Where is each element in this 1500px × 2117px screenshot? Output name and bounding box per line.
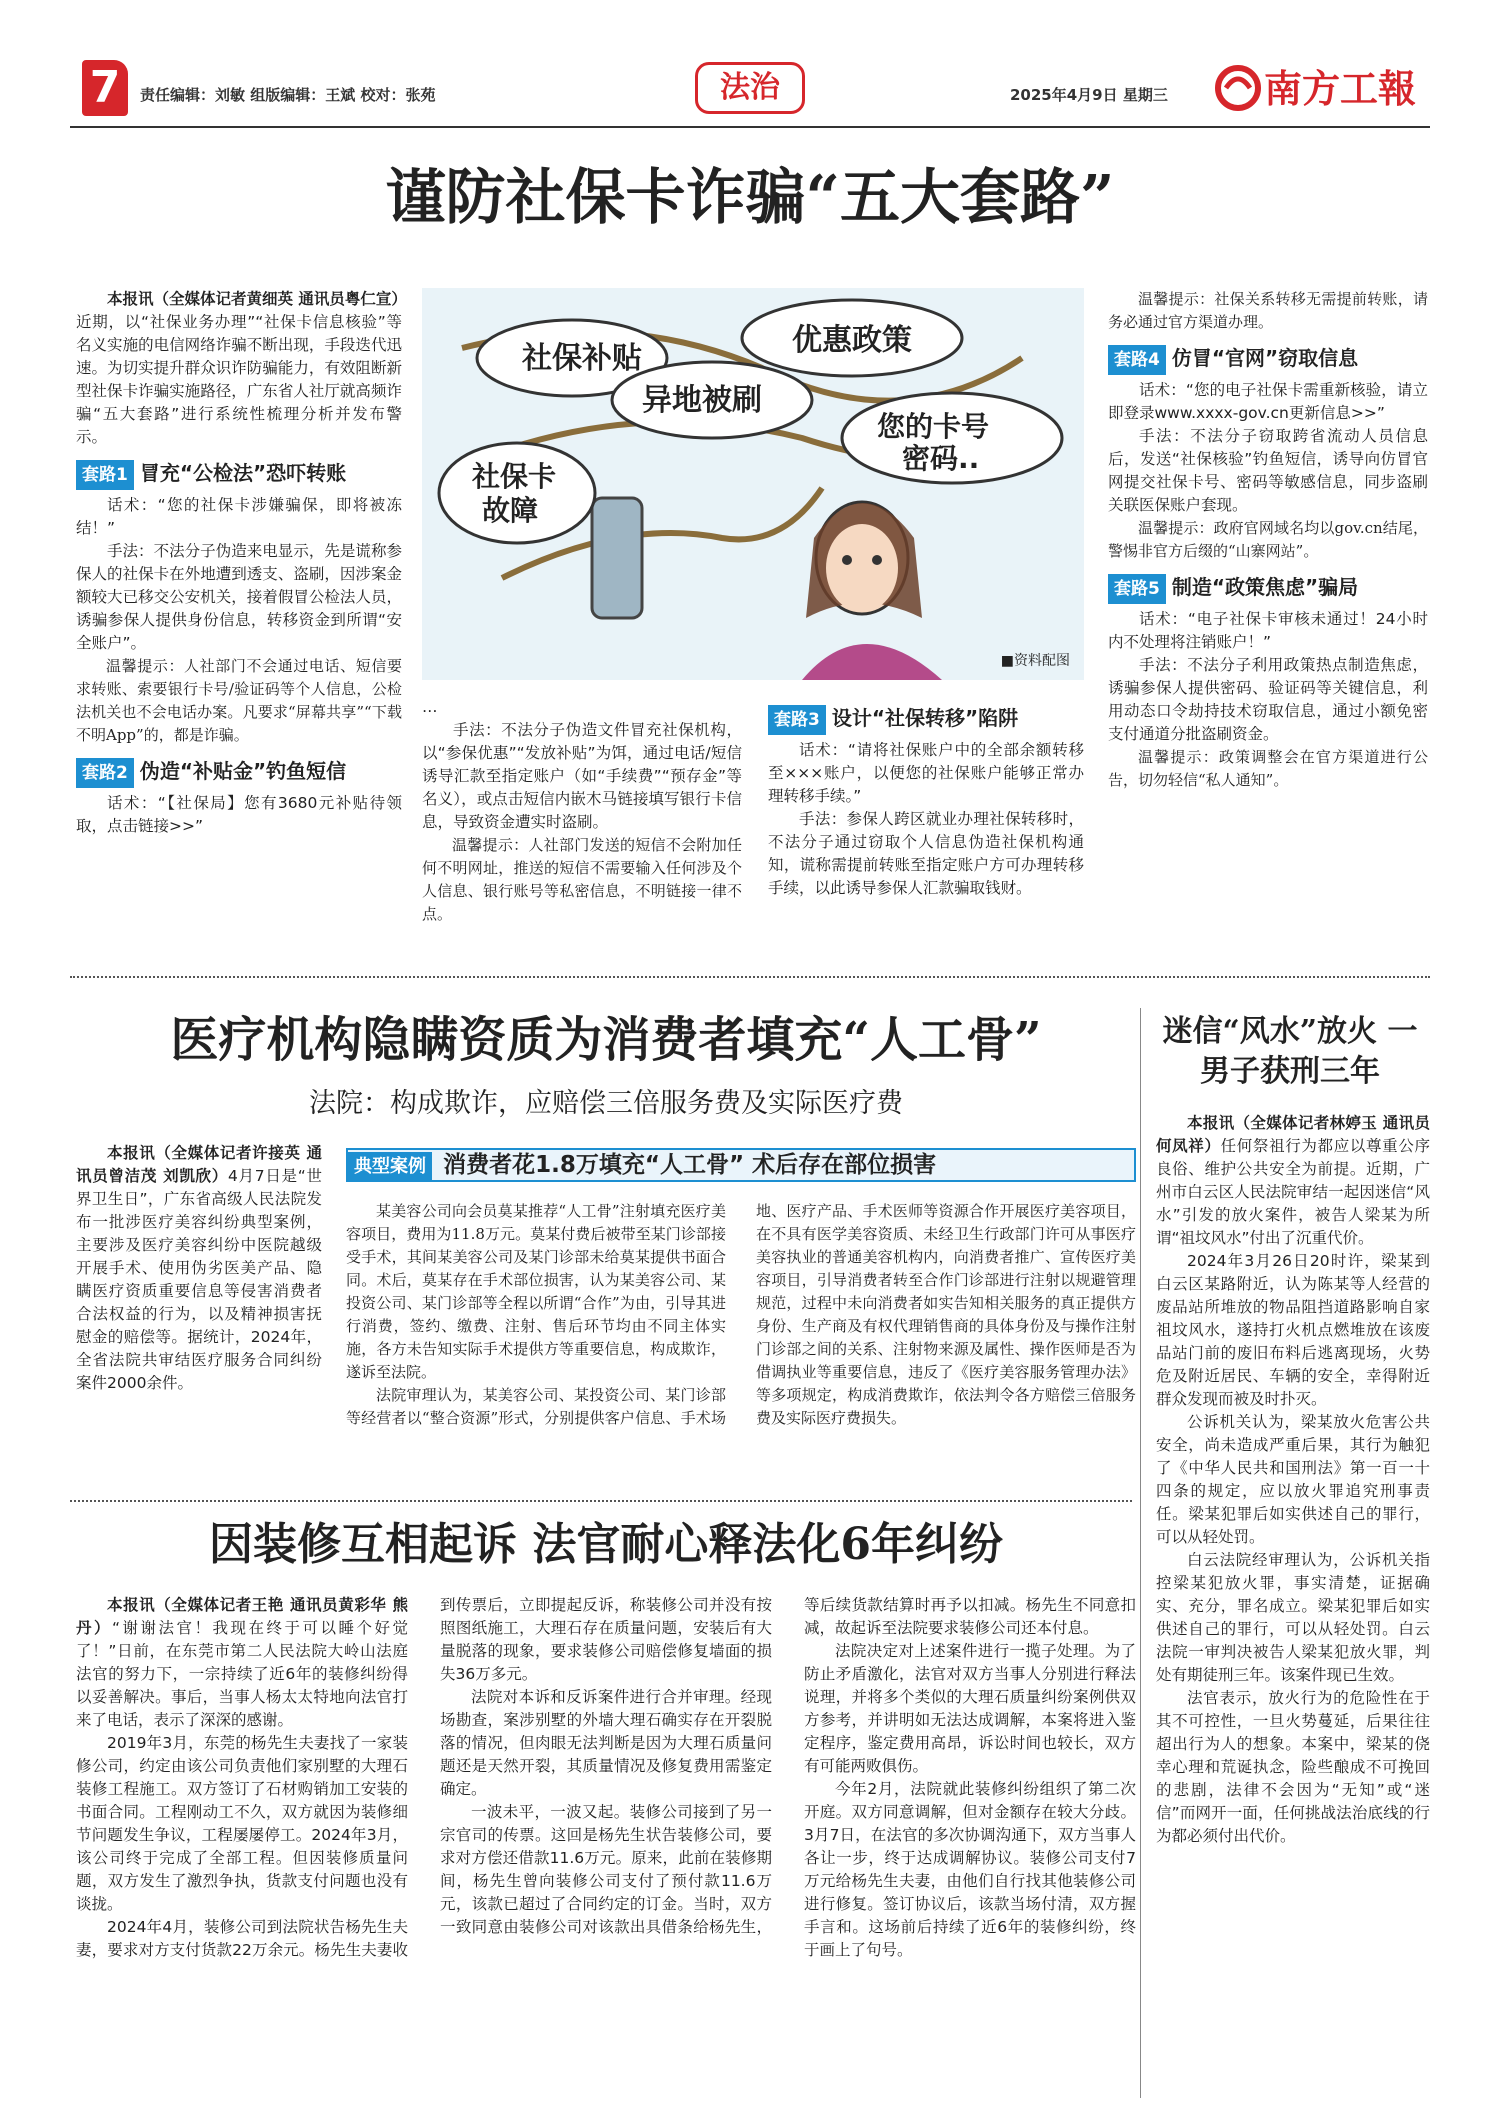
article-3-body bbox=[1156, 1112, 1430, 1848]
a4-p6: 法院决定对上述案件进行一揽子处理。为了防止矛盾激化，法官对双方当事人分别进行释法说理，并将多个类似的大理石质量纠纷案例供双方参考，并讲明如无法达成调解，本案将进入鉴定程序，鉴定费用高昂，诉讼时间也较长，双方有可能两败俱伤。 bbox=[804, 1642, 1136, 1775]
article-2-lead bbox=[76, 1142, 322, 1395]
a4-p1: “谢谢法官！我现在终于可以睡个好觉了！”日前，在东莞市第二人民法院大岭山法庭法官的努力下，一宗持续了近6年的装修纠纷得以妥善解决。事后，当事人杨太太特地向法官打来了电话，表示了深深的感谢。 bbox=[76, 1619, 408, 1729]
bubble-1: 社保补贴 bbox=[522, 341, 642, 376]
case-paragraph-2: 法院审理认为，某美容公司、某投资公司、某门诊部等经营者以“整合资源”形式，分别提供客户信息、手术场地、医疗产品、手术医师等资源合作开展医疗美容项目，在不具有医学美容资质、未经卫生行政部门许可从事医疗美容执业的普通美容机构内，向消费者推广、宣传医疗美容项目，引导消费者转至合作门诊部进行注射以规避管理规范，过程中未向消费者如实告知相关服务的真正提供方身份、生产商及有权代理销售商的具体身份及与操作注射门诊部之间的关系、注射物来源及属性、操作医师是否为借调执业等重要信息，违反了《医疗美容服务管理办法》等多项规定，构成消费欺诈，依法判令各方赔偿三倍服务费及实际医疗费损失。 bbox=[346, 1202, 1136, 1427]
illustration bbox=[422, 288, 1084, 680]
tactic-3-tip: 温馨提示：社保关系转移无需提前转账，请务必通过官方渠道办理。 bbox=[1108, 290, 1428, 331]
article-1-col-2 bbox=[422, 696, 742, 926]
masthead-emblem-icon bbox=[1212, 56, 1424, 116]
editor-credits: 责任编辑：刘敏 组版编辑：王斌 校对：张苑 bbox=[140, 86, 436, 104]
a4-p3: 2024年4月，装修公司到法院状告杨先生夫妻，要求对方支付货款22万余元。杨先生夫妻收到传票后，立即提起反诉，称装修公司并没有按照图纸施工，大理石存在质量问题，安装后有大量脱落的现象，要求装修公司赔偿修复墙面的损失36万多元。 bbox=[76, 1596, 772, 1959]
tactic-4-tip: 温馨提示：政府官网域名均以gov.cn结尾，警惕非官方后缀的“山寨网站”。 bbox=[1108, 519, 1428, 560]
image-credit: ■资料配图 bbox=[1000, 653, 1070, 669]
tactic-3-title: 设计“社保转移”陷阱 bbox=[831, 706, 1019, 730]
a2-lead-text: 4月7日是“世界卫生日”，广东省高级人民法院发布一批涉医疗美容纠纷典型案例，主要涉及医疗美容纠纷中医院越级开展手术、使用伪劣医美产品、隐瞒医疗资质重要信息等侵害消费者合法权益的行为，以及精神损害抚慰金的赔偿等。据统计，2024年，全省法院共审结医疗服务合同纠纷案件2000余件。 bbox=[76, 1167, 322, 1392]
a3-p2: 2024年3月26日20时许，梁某到白云区某路附近，认为陈某等人经营的废品站所堆放的物品阻挡道路影响自家祖坟风水，遂持打火机点燃堆放在该废品站门前的废旧布料后逃离现场，火势危及附近居民、车辆的安全，幸得附近群众发现而被及时扑灭。 bbox=[1156, 1252, 1430, 1408]
tactic-1-tag: 套路1 bbox=[76, 460, 134, 490]
tactic-4-method: 手法：不法分子窃取跨省流动人员信息后，发送“社保核验”钓鱼短信，诱导向仿冒官网提交社保卡号、密码等敏感信息，同步盗刷关联医保账户套现。 bbox=[1108, 427, 1428, 514]
tactic-3-heading bbox=[768, 704, 1084, 735]
tactic-2-tip: 温馨提示：人社部门发送的短信不会附加任何不明网址，推送的短信不需要输入任何涉及个人信息、银行账号等私密信息，不明链接一律不点。 bbox=[422, 836, 742, 923]
a4-p2: 2019年3月，东莞的杨先生夫妻找了一家装修公司，约定由该公司负责他们家别墅的大理石装修工程施工。双方签订了石材购销加工安装的书面合同。工程刚动工不久，双方就因为装修细节问题发生争议，工程屡屡停工。2024年3月，该公司终于完成了全部工程。但因装修质量问题，双方发生了激烈争执，货款支付问题也没有谈拢。 bbox=[76, 1734, 408, 1913]
tactic-1-heading bbox=[76, 459, 402, 490]
tactic-1-tip: 温馨提示：人社部门不会通过电话、短信要求转账、索要银行卡号/验证码等个人信息，公检法机关也不会电话办案。凡要求“屏幕共享”“下载不明App”的，都是诈骗。 bbox=[76, 657, 402, 744]
a3-p4: 白云法院经审理认为，公诉机关指控梁某犯放火罪，事实清楚，证据确实、充分，罪名成立。梁某犯罪后如实供述自己的罪行，可以从轻处罚。白云法院一审判决被告人梁某犯放火罪，判处有期徒刑三年。该案件现已生效。 bbox=[1156, 1551, 1430, 1684]
tactic-1-speech: 话术：“您的社保卡涉嫌骗保，即将被冻结！” bbox=[76, 496, 402, 537]
svg-text:南方工報: 南方工報 bbox=[1264, 66, 1417, 111]
bubble-2: 优惠政策 bbox=[792, 323, 912, 358]
a4-p5: 一波未平，一波又起。装修公司接到了另一宗官司的传票。这回是杨先生状告装修公司，要求对方偿还借款11.6万元。原来，此前在装修期间，杨先生曾向装修公司支付了预付款11.6万元，该款已超过了合同约定的订金。当时，双方一致同意由装修公司对该款出具借条给杨先生，等后续货款结算时再予以扣减。杨先生不同意扣减，故起诉至法院要求装修公司还本付息。 bbox=[440, 1596, 1136, 1936]
case-tag: 典型案例 bbox=[348, 1152, 432, 1182]
tactic-4-speech: 话术：“您的电子社保卡需重新核验，请立即登录www.xxxx-gov.cn更新信息>>” bbox=[1108, 381, 1428, 422]
article-4-title: 因装修互相起诉 法官耐心释法化6年纠纷 bbox=[209, 1519, 1003, 1570]
article-1-col-3 bbox=[768, 696, 1084, 900]
tactic-5-tag: 套路5 bbox=[1108, 574, 1166, 604]
article-2-subtitle: 法院：构成欺诈，应赔偿三倍服务费及实际医疗费 bbox=[309, 1088, 903, 1119]
tactic-2-title: 伪造“补贴金”钓鱼短信 bbox=[139, 759, 347, 783]
tactic-5-tip: 温馨提示：政策调整会在官方渠道进行公告，切勿轻信“私人通知”。 bbox=[1108, 748, 1428, 789]
article-1-col-4 bbox=[1108, 288, 1428, 792]
tactic-3-speech: 话术：“请将社保账户中的全部余额转移至×××账户，以便您的社保账户能够正常办理转移手续。” bbox=[768, 741, 1084, 805]
tactic-1-title: 冒充“公检法”恐吓转账 bbox=[139, 461, 347, 485]
tactic-4-heading bbox=[1108, 344, 1428, 375]
tactic-5-speech: 话术：“电子社保卡审核未通过！24小时内不处理将注销账户！” bbox=[1108, 610, 1428, 651]
tactic-2-method: 手法：不法分子伪造文件冒充社保机构，以“参保优惠”“发放补贴”为饵，通过电话/短信诱导汇款至指定账户（如“手续费”“预存金”等名义），或点击短信内嵌木马链接填写银行卡信息，导致资金遭实时盗刷。 bbox=[422, 721, 742, 831]
case-body bbox=[346, 1200, 1136, 1482]
tactic-3-tag: 套路3 bbox=[768, 705, 826, 735]
article-1-title: 谨防社保卡诈骗“五大套路” bbox=[385, 163, 1115, 233]
tactic-2-speech: 话术：“【社保局】您有3680元补贴待领取，点击链接>>” bbox=[76, 794, 402, 835]
issue-date: 2025年4月9日 星期三 bbox=[1010, 86, 1168, 104]
a3-p5: 法官表示，放火行为的危险性在于其不可控性，一旦火势蔓延，后果往往超出行为人的想象。本案中，梁某的侥幸心理和荒诞执念，险些酿成不可挽回的悲剧，法律不会因为“无知”或“迷信”而网开一面，任何挑战法治底线的行为都必须付出代价。 bbox=[1156, 1689, 1430, 1845]
a4-p7: 今年2月，法院就此装修纠纷组织了第二次开庭。双方同意调解，但对金额存在较大分歧。3月7日，在法官的多次协调沟通下，双方当事人各让一步，终于达成调解协议。装修公司支付7万元给杨先生夫妻，由他们自行找其他装修公司进行修复。签订协议后，该款当场付清，双方握手言和。这场前后持续了近6年的装修纠纷，终于画上了句号。 bbox=[804, 1780, 1136, 1959]
a3-p3: 公诉机关认为，梁某放火危害公共安全，尚未造成严重后果，其行为触犯了《中华人民共和国刑法》第一百一十四条的规定，应以放火罪追究刑事责任。梁某犯罪后如实供述自己的罪行，可以从轻处罚。 bbox=[1156, 1413, 1430, 1546]
article-1-col-1 bbox=[76, 288, 407, 838]
bubble-5a: 社保卡 bbox=[472, 460, 557, 493]
tactic-4-title: 仿冒“官网”窃取信息 bbox=[1171, 346, 1359, 370]
bubble-5b: 故障 bbox=[482, 494, 539, 527]
case-banner bbox=[346, 1148, 1136, 1182]
a3-p1: 任何祭祖行为都应以尊重公序良俗、维护公共安全为前提。近期，广州市白云区人民法院审结一起因迷信“风水”引发的放火案件，被告人梁某为所谓“祖坟风水”付出了沉重代价。 bbox=[1156, 1137, 1430, 1247]
page-number-badge: 7 bbox=[82, 60, 128, 116]
tactic-1-method: 手法：不法分子伪造来电显示，先是谎称参保人的社保卡在外地遭到透支、盗刷，因涉案金额较大已移交公安机关，接着假冒公检法人员，诱骗参保人提供身份信息，转移资金到所谓“安全账户”。 bbox=[76, 542, 402, 652]
case-title: 消费者花1.8万填充“人工骨” 术后存在部位损害 bbox=[443, 1152, 937, 1178]
tactic-4-tag: 套路4 bbox=[1108, 345, 1166, 375]
tactic-2-speech-cont: … bbox=[422, 698, 438, 716]
a4-p4: 法院对本诉和反诉案件进行合并审理。经现场勘查，案涉别墅的外墙大理石确实存在开裂脱落的情况，但肉眼无法判断是因为大理石质量问题还是天然开裂，其质量情况及修复费用需鉴定确定。 bbox=[440, 1688, 772, 1798]
tactic-5-title: 制造“政策焦虑”骗局 bbox=[1171, 575, 1359, 599]
tactic-5-heading bbox=[1108, 573, 1428, 604]
a2-byline: 本报讯（全媒体记者许接英 通讯员曾洁茂 刘凯欣） bbox=[76, 1144, 322, 1185]
bubble-4a: 您的卡号 bbox=[877, 410, 990, 443]
article-3-title: 迷信“风水”放火 一男子获刑三年 bbox=[1162, 1014, 1418, 1089]
masthead-logo bbox=[1212, 56, 1424, 116]
fraud-cartoon-illustration bbox=[422, 288, 1084, 680]
bubble-4b: 密码.. bbox=[902, 442, 980, 475]
lead-text: 近期，以“社保业务办理”“社保卡信息核验”等名义实施的电信网络诈骗不断出现，手段迭代迅速。为切实提升群众识诈防骗能力，有效阻断新型社保卡诈骗实施路径，广东省人社厅就高频诈骗“五大套路”进行系统性梳理分析并发布警示。 bbox=[76, 313, 402, 446]
case-paragraph-1: 某美容公司向会员莫某推荐“人工骨”注射填充医疗美容项目，费用为11.8万元。莫某付费后被带至某门诊部接受手术，其间某美容公司及某门诊部未给莫某提供书面合同。术后，莫某存在手术部位损害，认为某美容公司、某投资公司、某门诊部等全程以所谓“合作”为由，引导其进行消费，签约、缴费、注射、售后环节均由不同主体实施，各方未告知实际手术提供方等重要信息，构成欺诈，遂诉至法院。 bbox=[346, 1202, 726, 1381]
tactic-2-heading bbox=[76, 757, 402, 788]
article-2-title: 医疗机构隐瞒资质为消费者填充“人工骨” bbox=[170, 1012, 1042, 1068]
lead-byline: 本报讯（全媒体记者黄细英 通讯员粤仁宣） bbox=[107, 290, 407, 308]
tactic-3-method: 手法：参保人跨区就业办理社保转移时，不法分子通过窃取个人信息伪造社保机构通知，谎称需提前转账至指定账户方可办理转移手续，以此诱导参保人汇款骗取钱财。 bbox=[768, 810, 1084, 897]
tactic-2-tag: 套路2 bbox=[76, 758, 134, 788]
a4-byline: 本报讯（全媒体记者王艳 通讯员黄彩华 熊丹） bbox=[76, 1596, 408, 1637]
a3-byline: 本报讯（全媒体记者林婷玉 通讯员何凤祥） bbox=[1156, 1114, 1430, 1155]
bubble-3: 异地被刷 bbox=[642, 383, 762, 418]
article-4-body bbox=[76, 1594, 1136, 2074]
tactic-5-method: 手法：不法分子利用政策热点制造焦虑，诱骗参保人提供密码、验证码等关键信息，利用动态口令劫持技术窃取信息，通过小额免密支付通道分批盗刷资金。 bbox=[1108, 656, 1428, 743]
section-label: 法治 bbox=[695, 62, 805, 114]
